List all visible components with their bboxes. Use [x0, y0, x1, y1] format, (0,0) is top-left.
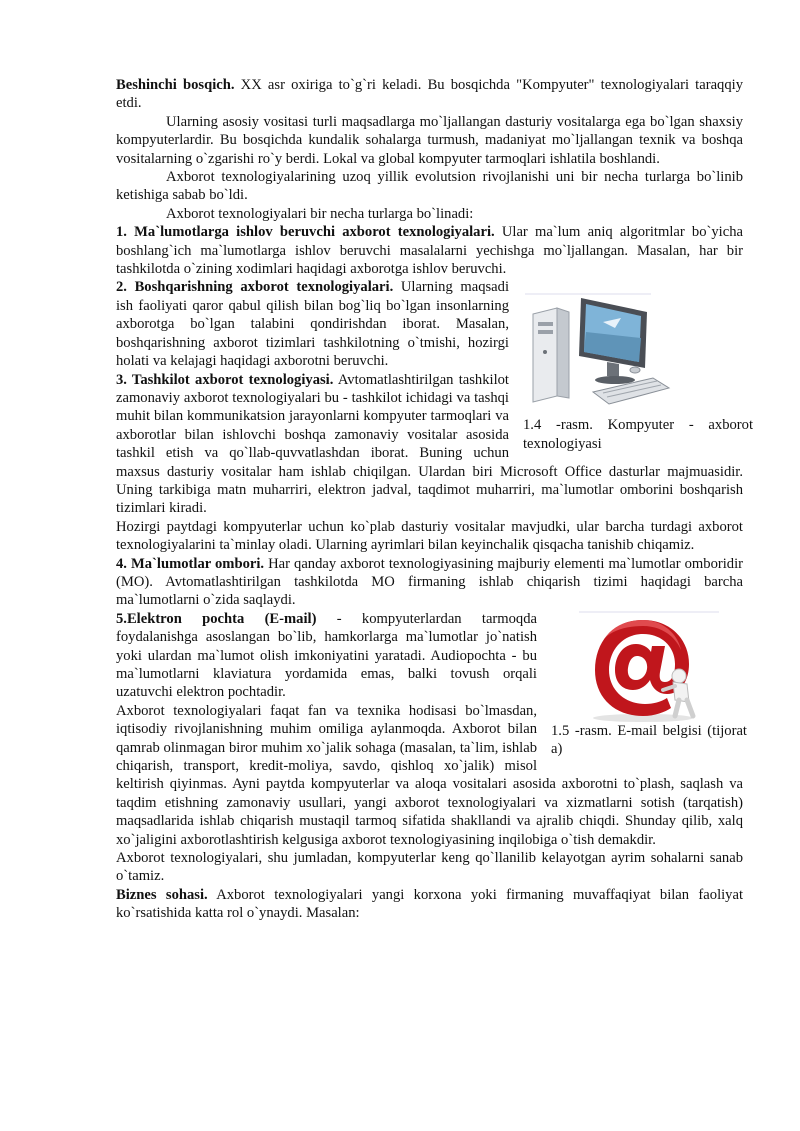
type-3-heading: 3. Tashkilot axborot texnologiyasi.: [116, 371, 334, 388]
stage-five-heading: Beshinchi bosqich.: [116, 77, 235, 93]
figure-email-caption: 1.5 -rasm. E-mail belgisi (tijorat a): [551, 722, 747, 758]
paragraph-areas-intro: Axborot texnologiyalari, shu jumladan, kompyuterlar keng qo`llanilib kelayotgan ayrim sohalarni sanab o`tamiz.: [116, 850, 743, 885]
business-heading: Biznes sohasi.: [116, 886, 208, 903]
type-4-text: Har qanday axborot texnologiyasining majburiy elementi ma`lumotlar omboridir (MO). Avtomatlashtirilgan tashkilotda MO firmaning ishlab chiqarish tizimi haqidagi barcha ma`lumotlarni o`zida saqlaydi.: [116, 555, 743, 609]
email-at-sign-icon: [551, 610, 747, 722]
paragraph-business: [116, 886, 743, 923]
business-text: Axborot texnologiyalari yangi korxona yoki firmaning muvaffaqiyat bilan faoliyat ko`rsatishida katta rol o`ynaydi. Masalan:: [116, 886, 744, 922]
paragraph-personal-computers: Ularning asosiy vositasi turli maqsadlarga mo`ljallangan dasturiy vositalarga ega bo`lgan shaxsiy kompyuterlardir. Bu bosqichda kundalik sohalarga turmush, madaniyat mo`ljallangan texnik va boshqa vositalarning o`zgarishi ro`y berdi. Lokal va global kompyuter tarmoqlari ishlatila boshlandi.: [116, 113, 743, 167]
type-3-text: Avtomatlashtirilgan tashkilot zamonaviy axborot texnologiyalari bu - tashkilot ichidagi va tashqi muhit bilan kommunikatsion jarayonlarni kompyuter tarmoqlari va axborotlar bilan ishlovchi boshqa zamonaviy vositalar asosida tashkil etish va qo`llab-quvvatlashdan iborat. Buning uchun maxsus dasturiy vositalar ham ishlab chiqilgan. Ulardan biri Microsoft Office dasturlar majmuasidir. Uning tarkibiga matn muharriri, elektron jadval, taqdimot muharriri, ma`lumotlar omborini boshqarish tizimlari kiradi.: [116, 371, 743, 517]
paragraph-stage-five: [116, 76, 743, 113]
type-1-heading: 1. Ma`lumotlarga ishlov beruvchi axborot texnologiyalari.: [116, 224, 495, 241]
paragraph-type-4: [116, 555, 743, 610]
figure-computer: [523, 292, 753, 453]
type-5-text: - kompyuterlardan tarmoqda foydalanishga asoslangan bo`lib, hamkorlarga ma`lumotlar jo`natish yoki ulardan ma`lumot olish imkoniyatini yaratadi. Audiopochta - bu ma`lumotlarni klaviatura yordamida emas, balki tovush orqali uzatuvchi elektron pochtadir.: [116, 610, 538, 701]
document-page: [116, 76, 753, 923]
type-2-text: Ularning maqsadi ish faoliyati qaror qabul qilish bilan bog`liq bo`lgan insonlarning axborotga bo`lgan talabini qondirishdan iborat. Masalan, boshqarishning axborot tizimlari tashkilotning o`tmishi, hozirgi holati va kelajagi haqidagi axborotni beruvchi.: [116, 279, 509, 370]
type-1-text: Ular ma`lum aniq algoritmlar bo`yicha boshlang`ich ma`lumotlarga ishlov beruvchi masalalarni yechishga mo`ljallangan. Masalan, har bir tashkilotda o`zining xodimlari haqidagi axborotga ishlov beruvchi.: [116, 224, 743, 278]
type-4-heading: 4. Ma`lumotlar ombori.: [116, 555, 265, 572]
type-5-heading: 5.Elektron pochta (E-mail): [116, 610, 317, 627]
paragraph-economic-factor: Axborot texnologiyalari faqat fan va texnika hodisasi bo`lmasdan, iqtisodiy rivojlanishning muhim omiliga aylanmoqda. Axborot bilan qamrab olinmagan biror muhim xo`jalik sohaga (masalan, ta`lim, ishlab chiqarish, transport, kredit-moliya, savdo, qishloq xo`jalik) misol keltirish qiyinmas. Ayni paytda kompyuterlar va aloqa vositalari asosida axborotni to`plash, saqlash va taqdim etishning zamonaviy usullari, yangi axborot texnologiyalari va xizmatlarni sotish (tarqatish) maqsadlarida ishlab chiqarish mustaqil tarmoq sifatida shakllandi va ajralib chiqdi. Shunday qilib, xalq xo`jaligini axborotlashtirish kelgusiga axborot texnologiyasining inqilobiga o`tish demakdir.: [116, 702, 743, 848]
paragraph-software-tools: Hozirgi paytdagi kompyuterlar uchun ko`plab dasturiy vositalar mavjudki, ular barcha turdagi axborot texnologiyalarini ta`minlay oladi. Ularning ayrimlari bilan keyinchalik qisqacha tanishib chiqamiz.: [116, 518, 743, 554]
paragraph-types-intro: Axborot texnologiyalari bir necha turlarga bo`linadi:: [166, 205, 474, 222]
paragraph-type-1: [116, 223, 743, 278]
figure-computer-caption: 1.4 -rasm. Kompyuter - axborot texnologiyasi: [523, 417, 753, 452]
stage-five-text: XX asr oxiriga to`g`ri keladi. Bu bosqichda "Kompyuter" texnologiyalari taraqqiy etdi.: [116, 77, 743, 112]
paragraph-evolution: Axborot texnologiyalarining uzoq yillik evolutsion rivojlanishi uni bir necha turlarga bo`linib ketishiga sabab bo`ldi.: [116, 169, 743, 204]
desktop-computer-icon: [523, 292, 753, 416]
figure-email: [551, 610, 747, 759]
type-2-heading: 2. Boshqarishning axborot texnologiyalari.: [116, 279, 394, 296]
